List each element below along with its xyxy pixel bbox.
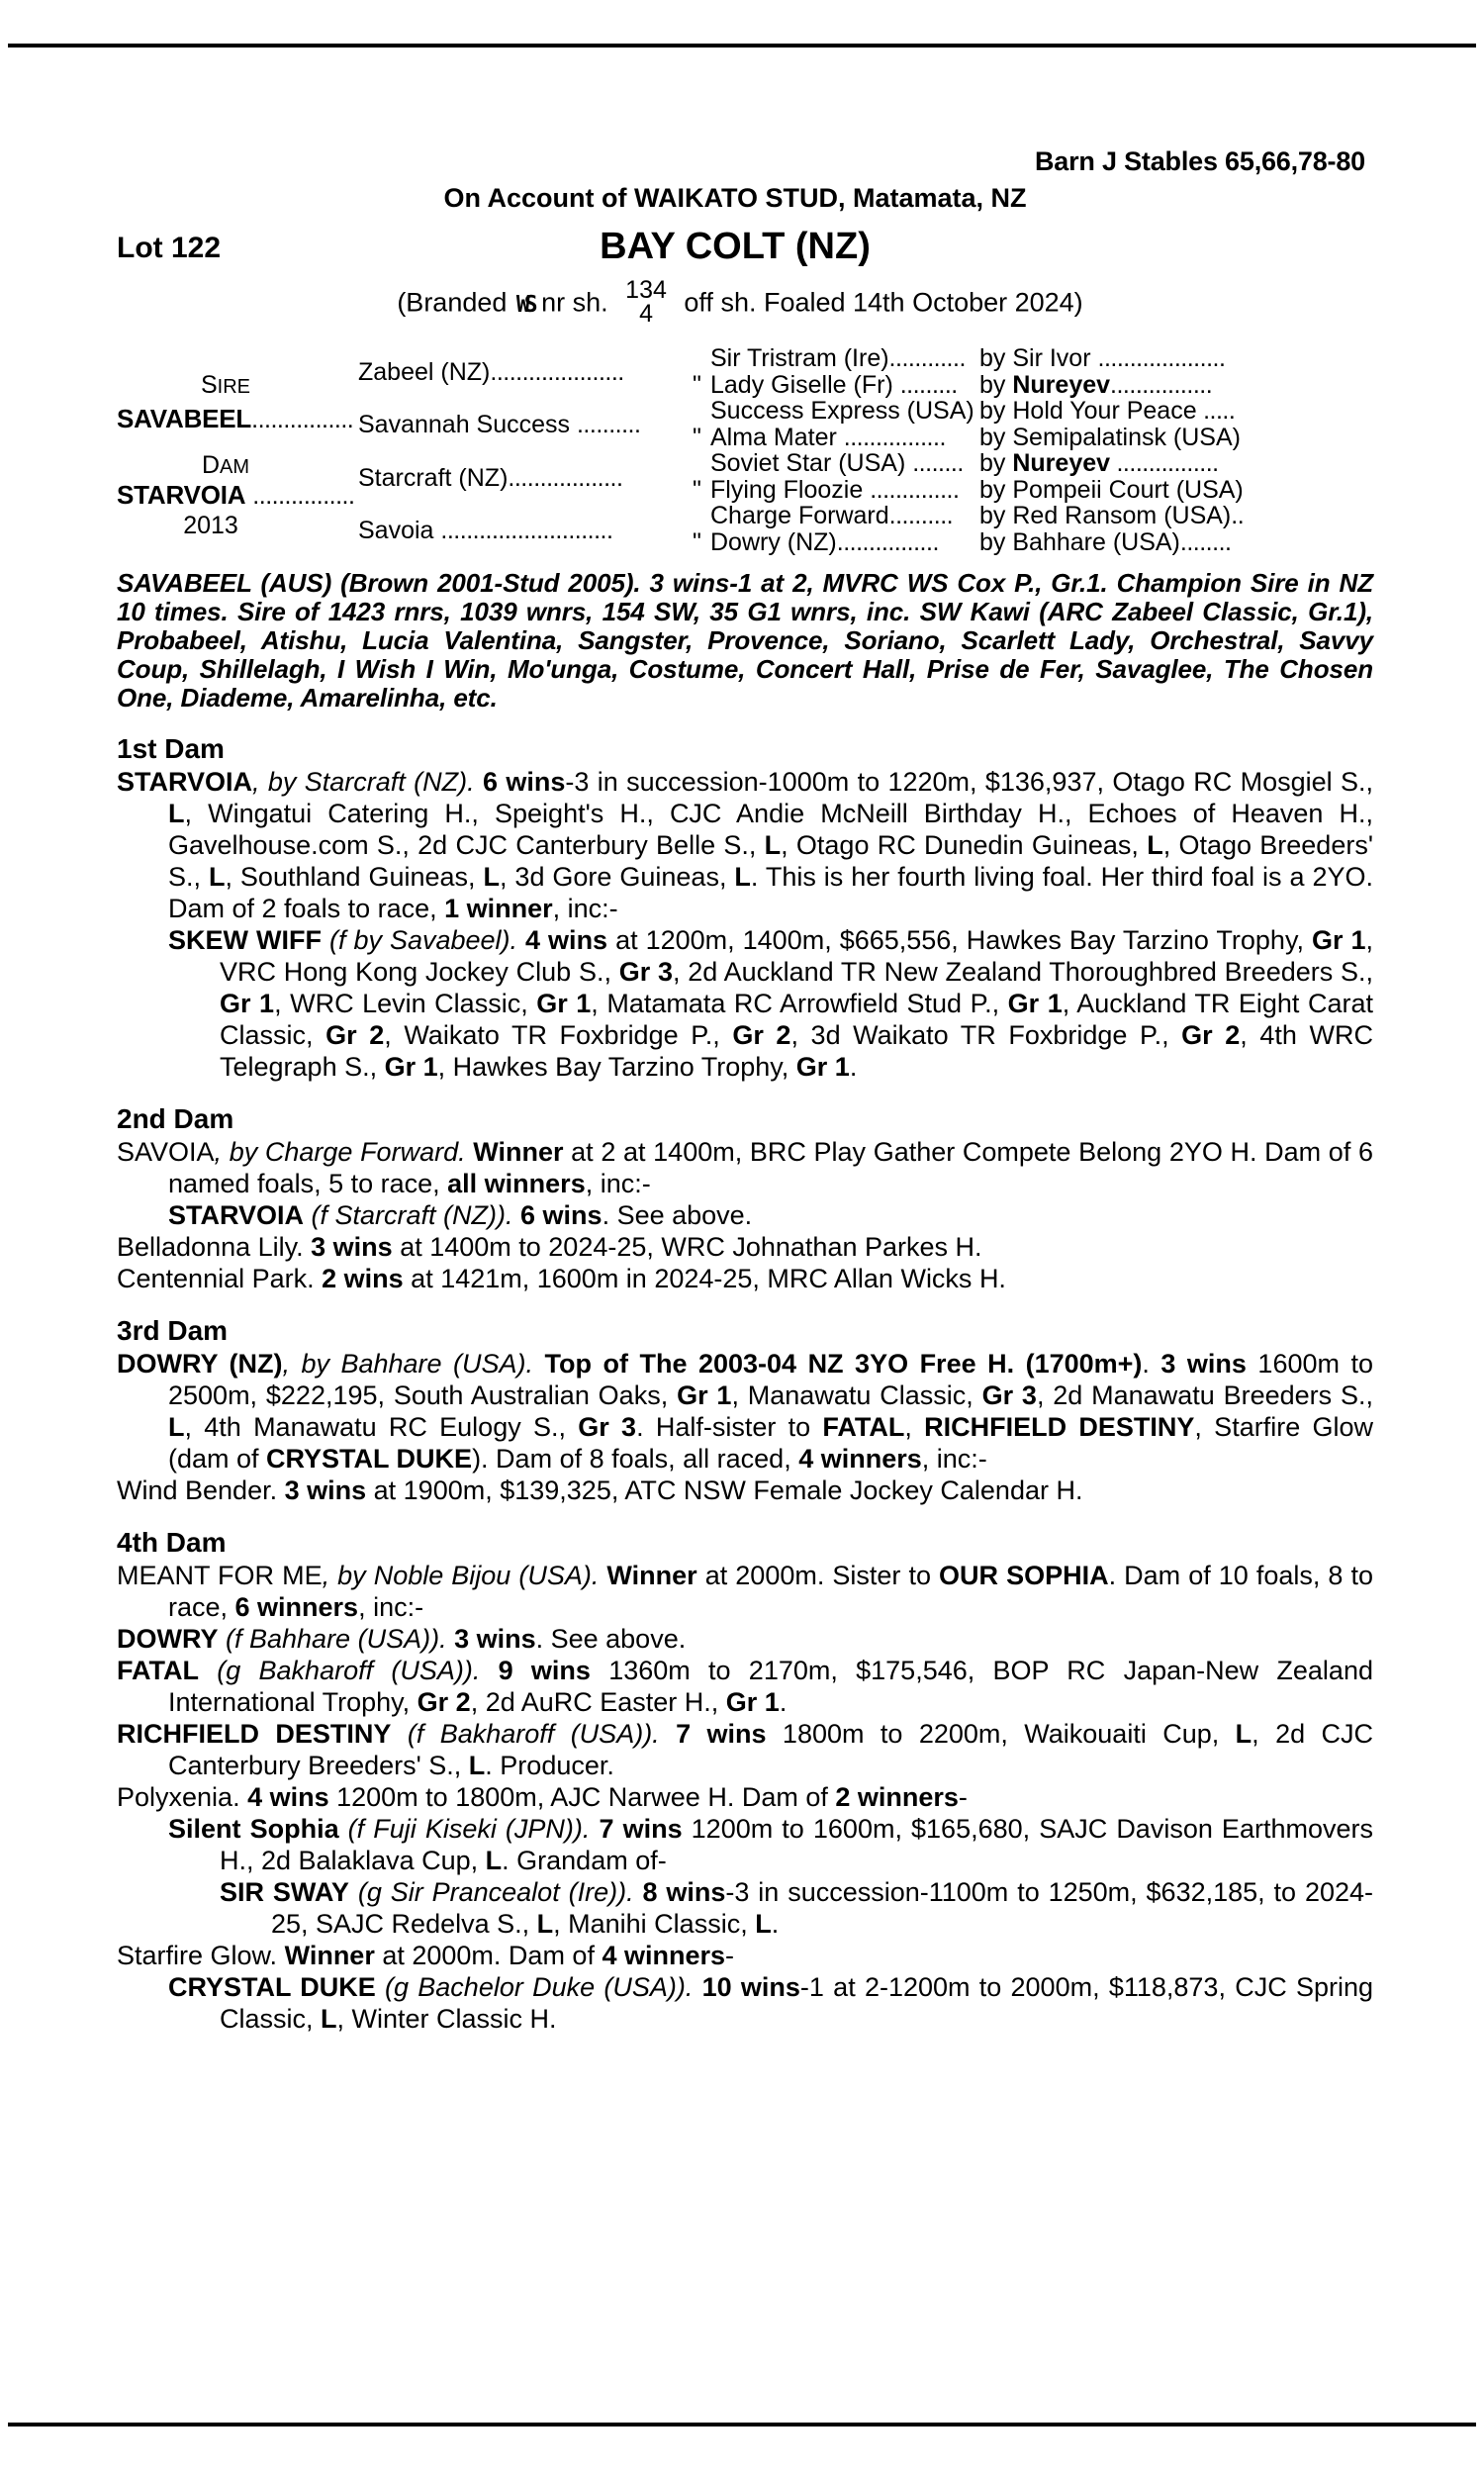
entry-name: CRYSTAL DUKE — [168, 1972, 376, 2002]
gen4-dots-5: ................ — [1110, 449, 1219, 477]
gen4-row-8 — [979, 529, 1375, 556]
entry-name: SIR SWAY — [220, 1877, 349, 1907]
entry-name: DOWRY — [117, 1624, 219, 1654]
gen4-dots-1: .................... — [1097, 344, 1226, 372]
gen2-dots-2: .......... — [576, 411, 641, 438]
entry-body: Winner at 2000m. Dam of 4 winners- — [284, 1941, 734, 1970]
pedigree-column-generation4 — [979, 345, 1375, 555]
gen3-row-3 — [710, 398, 974, 425]
gen4-row-5 — [979, 450, 1375, 477]
pedigree-table — [117, 345, 1373, 555]
sire-label-text: IRE — [217, 376, 251, 398]
pedigree-entry — [117, 1560, 1373, 1623]
gen3-name-2: Lady Giselle (Fr) — [710, 370, 893, 399]
pedigree-entry — [117, 1813, 1373, 1876]
dam-sections — [117, 734, 1373, 2035]
entry-sire-ref: (f Bahhare (USA)). — [218, 1624, 455, 1654]
gen3-dots-6: .............. — [870, 475, 960, 504]
gen4-name-5: Nureyev — [1012, 449, 1111, 477]
brand-mark-icon: WS — [515, 291, 532, 318]
entry-sire-ref: (f by Savabeel). — [321, 925, 526, 955]
entry-name: FATAL — [117, 1656, 199, 1685]
gen4-row-3 — [979, 398, 1375, 425]
entry-body: 8 wins-3 in succession-1100m to 1250m, $632,185, to 2024-25, SAJC Redelva S., L, Manihi Classic, L. — [271, 1877, 1374, 1939]
dam-heading: 2nd Dam — [117, 1103, 234, 1134]
gen4-by-5: by — [979, 449, 1013, 477]
entry-body: 6 wins-3 in succession-1000m to 1220m, $136,937, Otago RC Mosgiel S., L, Wingatui Catering H., Speight's H., CJC Andie McNeill Birthday H., Echoes of Heaven H., Gavelhouse.com S., 2d CJC Canterbury Belle S., L, Otago RC Dunedin Guineas, L, Otago Breeders' S., L, Southland Guineas, L, 3d Gore Guineas, L. This is her fourth living foal. Her third foal is a 2YO. Dam of 2 foals to race, 1 winner, inc:- — [168, 767, 1374, 923]
gen4-name-8: Bahhare (USA) — [1012, 527, 1180, 556]
gen4-by-3: by — [979, 397, 1013, 425]
gen3-dots-7: .......... — [888, 502, 954, 529]
gen4-by-7: by — [979, 502, 1013, 529]
gen4-dots-3: ..... — [1196, 397, 1236, 425]
entry-sire-ref: (f Bakharoff (USA)). — [391, 1719, 677, 1749]
dam-heading: 4th Dam — [117, 1527, 227, 1558]
entry-body: 3 wins. See above. — [454, 1624, 687, 1654]
lot-number: Lot 122 — [117, 232, 222, 264]
gen4-by-1: by — [979, 344, 1013, 372]
gen3-dots-5: ........ — [912, 449, 964, 477]
gen3-ditto-8: " — [693, 527, 701, 556]
entry-name: SKEW WIFF — [168, 925, 322, 955]
gen3-row-1 — [710, 345, 974, 372]
gen3-name-8: Dowry (NZ) — [710, 527, 837, 556]
gen2-dots-1: ..................... — [490, 358, 624, 386]
pedigree-entry — [117, 1623, 1373, 1655]
entry-name: MEANT FOR ME — [117, 1561, 323, 1590]
entry-sire-ref: (f Starcraft (NZ)). — [304, 1200, 521, 1230]
dam-dots: ................ — [252, 482, 355, 510]
gen3-dots-4: ................ — [843, 423, 946, 451]
sire-label: SIRE — [200, 371, 251, 399]
sire-name-row — [117, 399, 374, 452]
pedigree-entry — [117, 1231, 1373, 1263]
brand-number-fraction — [625, 276, 667, 328]
gen4-name-1: Sir Ivor — [1012, 344, 1091, 372]
gen4-dots-7: .. — [1231, 502, 1245, 529]
gen4-name-3: Hold Your Peace — [1012, 397, 1197, 425]
gen3-ditto-2: " — [693, 370, 701, 399]
entry-name: Starfire Glow. — [117, 1941, 278, 1970]
sire-summary-paragraph: SAVABEEL (AUS) (Brown 2001-Stud 2005). 3 wins-1 at 2, MVRC WS Cox P., Gr.1. Champion Sire in NZ 10 times. Sire of 1423 rnrs, 1039 wnrs, 154 SW, 35 G1 wnrs, inc. SW Kawi (ARC Zabeel Classic, Gr.1), Probabeel, Atishu, Lucia Valentina, Sangster, Provence, Soriano, Scarlett Lady, Orchestral, Savvy Coup, Shillelagh, I Wish I Win, Mo'unga, Costume, Concert Hall, Prise de Fer, Savaglee, The Chosen One, Diademe, Amarelinha, etc. — [117, 568, 1373, 713]
entry-sire-ref: (g Sir Prancealot (Ire)). — [348, 1877, 643, 1907]
barn-stables-line: Barn J Stables 65,66,78-80 — [1034, 146, 1365, 176]
entry-body: 3 wins at 1400m to 2024-25, WRC Johnathan Parkes H. — [311, 1232, 982, 1262]
gen2-name-2: Savannah Success — [358, 411, 571, 438]
gen3-dots-8: ................ — [836, 527, 939, 556]
pedigree-entry — [117, 1136, 1373, 1199]
gen4-name-4: Semipalatinsk (USA) — [1012, 423, 1241, 451]
pedigree-entry — [117, 1940, 1373, 1971]
gen4-dots-8: ........ — [1179, 527, 1232, 556]
gen3-name-7: Charge Forward — [710, 502, 889, 529]
entry-body: 4 wins at 1200m, 1400m, $665,556, Hawkes Bay Tarzino Trophy, Gr 1, VRC Hong Kong Jockey Club S., Gr 3, 2d Auckland TR New Zealand Thoroughbred Breeders S., Gr 1, WRC Levin Classic, Gr 1, Matamata RC Arrowfield Stud P., Gr 1, Auckland TR Eight Carat Classic, Gr 2, Waikato TR Foxbridge P., Gr 2, 3d Waikato TR Foxbridge P., Gr 2, 4th WRC Telegraph S., Gr 1, Hawkes Bay Tarzino Trophy, Gr 1. — [220, 925, 1373, 1082]
on-account-of-line: On Account of WAIKATO STUD, Matamata, NZ — [443, 183, 1027, 213]
entry-body: 2 wins at 1421m, 1600m in 2024-25, MRC Allan Wicks H. — [322, 1264, 1006, 1293]
entry-name: SAVOIA — [117, 1137, 215, 1167]
pedigree-entry — [117, 1971, 1373, 2035]
gen3-row-7 — [710, 503, 974, 529]
entry-body: 3 wins at 1900m, $139,325, ATC NSW Female Jockey Calendar H. — [284, 1475, 1083, 1505]
gen2-dots-3: .................. — [508, 464, 623, 492]
dam-heading: 1st Dam — [117, 733, 225, 764]
branded-suffix: off sh. Foaled 14th October 2024) — [684, 287, 1083, 318]
entry-name: Centennial Park. — [117, 1264, 315, 1293]
entry-sire-ref: , by Bahhare (USA). — [282, 1349, 545, 1379]
gen3-name-6: Flying Floozie — [710, 475, 864, 504]
entry-body: 6 wins. See above. — [520, 1200, 753, 1230]
gen4-row-1 — [979, 345, 1375, 372]
gen4-by-8: by — [979, 527, 1013, 556]
pedigree-entry — [117, 766, 1373, 924]
branding-line — [117, 276, 1373, 328]
pedigree-entry — [117, 1348, 1373, 1475]
entry-name: Wind Bender. — [117, 1475, 278, 1505]
entry-body: 4 wins 1200m to 1800m, AJC Narwee H. Dam of 2 winners- — [247, 1782, 968, 1812]
entry-name: Silent Sophia — [168, 1814, 339, 1844]
gen3-name-1: Sir Tristram (Ire) — [710, 344, 889, 372]
pedigree-entry — [117, 1475, 1373, 1506]
gen4-by-4: by — [979, 423, 1013, 451]
entry-name: STARVOIA — [117, 767, 253, 797]
gen2-name-1: Zabeel (NZ) — [358, 358, 491, 386]
dam-year: 2013 — [183, 512, 238, 539]
gen4-row-6 — [979, 477, 1375, 504]
brand-numerator: 134 — [625, 276, 667, 304]
entry-sire-ref: , by Noble Bijou (USA). — [322, 1561, 607, 1590]
gen4-name-2: Nureyev — [1012, 370, 1111, 399]
gen3-name-4: Alma Mater — [710, 423, 837, 451]
dam-year-row — [117, 511, 374, 540]
gen4-by-2: by — [979, 370, 1013, 399]
page-title: BAY COLT (NZ) — [600, 226, 871, 267]
gen4-name-7: Red Ransom (USA) — [1012, 502, 1232, 529]
entry-body: 9 wins 1360m to 2170m, $175,546, BOP RC Japan-New Zealand International Trophy, Gr 2, 2d AuRC Easter H., Gr 1. — [168, 1656, 1373, 1717]
gen3-row-6 — [693, 475, 974, 504]
entry-body: 7 wins 1200m to 1600m, $165,680, SAJC Davison Earthmovers H., 2d Balaklava Cup, L. Grandam of- — [220, 1814, 1373, 1875]
entry-sire-ref: (g Bakharoff (USA)). — [198, 1656, 499, 1685]
entry-name: DOWRY (NZ) — [117, 1349, 283, 1379]
entry-sire-ref: (g Bachelor Duke (USA)). — [375, 1972, 702, 2002]
gen2-row-1 — [358, 359, 685, 412]
pedigree-entry — [117, 1199, 1373, 1231]
entry-name: Polyxenia. — [117, 1782, 240, 1812]
pedigree-entry — [117, 1781, 1373, 1813]
gen3-row-4 — [693, 423, 974, 451]
branded-prefix: (Branded — [397, 287, 508, 318]
entry-body: Top of The 2003-04 NZ 3YO Free H. (1700m+). 3 wins 1600m to 2500m, $222,195, South Australian Oaks, Gr 1, Manawatu Classic, Gr 3, 2d Manawatu Breeders S., L, 4th Manawatu RC Eulogy S., Gr 3. Half-sister to FATAL, RICHFIELD DESTINY, Starfire Glow (dam of CRYSTAL DUKE). Dam of 8 foals, all raced, 4 winners, inc:- — [168, 1349, 1373, 1474]
entry-body: Winner at 2 at 1400m, BRC Play Gather Compete Belong 2YO H. Dam of 6 named foals, 5 to race, all winners, inc:- — [168, 1137, 1373, 1198]
brand-denominator: 4 — [639, 299, 653, 328]
pedigree-entry — [117, 924, 1373, 1083]
gen3-dots-1: ............ — [888, 344, 966, 372]
gen4-row-4 — [979, 425, 1375, 451]
gen3-row-8 — [693, 527, 974, 556]
pedigree-entry — [117, 1876, 1373, 1940]
dam-name-row — [117, 479, 374, 511]
page-content — [117, 148, 1373, 2035]
entry-body: 7 wins 1800m to 2200m, Waikouaiti Cup, L, 2d CJC Canterbury Breeders' S., L. Producer. — [168, 1719, 1374, 1780]
gen2-row-3 — [358, 465, 685, 518]
entry-sire-ref: , by Starcraft (NZ). — [252, 767, 483, 797]
pedigree-entry — [117, 1718, 1373, 1781]
entry-name: RICHFIELD DESTINY — [117, 1719, 392, 1749]
gen2-name-4: Savoia — [358, 517, 434, 544]
dam-heading: 3rd Dam — [117, 1315, 229, 1346]
dam-label: DAM — [201, 451, 250, 479]
pedigree-entry — [117, 1655, 1373, 1718]
gen4-row-2 — [979, 372, 1375, 399]
entry-name: STARVOIA — [168, 1200, 305, 1230]
sire-dots: ................ — [251, 406, 354, 433]
dam-label-row — [117, 452, 374, 479]
branded-mid: nr sh. — [541, 287, 608, 318]
gen2-row-2 — [358, 412, 685, 465]
pedigree-column-generation2 — [358, 345, 685, 570]
pedigree-column-generation1 — [117, 345, 374, 540]
dam-label-text: AM — [220, 456, 250, 478]
gen2-name-3: Starcraft (NZ) — [358, 464, 509, 492]
gen3-ditto-4: " — [693, 423, 701, 451]
entry-sire-ref: , by Charge Forward. — [214, 1137, 474, 1167]
gen3-row-5 — [710, 450, 974, 477]
sire-label-row — [117, 372, 374, 399]
gen4-name-6: Pompeii Court (USA) — [1012, 475, 1244, 504]
entry-sire-ref: (f Fuji Kiseki (JPN)). — [338, 1814, 600, 1844]
gen2-dots-4: ........................... — [440, 517, 613, 544]
gen4-dots-2: ................ — [1110, 370, 1213, 399]
entry-body: 10 wins-1 at 2-1200m to 2000m, $118,873, CJC Spring Classic, L, Winter Classic H. — [220, 1972, 1373, 2034]
pedigree-column-generation3 — [693, 344, 974, 556]
entry-body: Winner at 2000m. Sister to OUR SOPHIA. Dam of 10 foals, 8 to race, 6 winners, inc:- — [168, 1561, 1373, 1622]
bottom-divider-rule — [8, 2423, 1476, 2426]
sire-name: SAVABEEL — [117, 404, 252, 433]
gen3-ditto-6: " — [693, 475, 701, 504]
top-divider-rule — [8, 44, 1476, 48]
gen3-name-5: Soviet Star (USA) — [710, 449, 906, 477]
gen3-dots-2: ......... — [899, 370, 958, 399]
gen3-name-3: Success Express (USA) — [710, 397, 974, 425]
gen2-row-4 — [358, 518, 685, 570]
dam-name: STARVOIA — [117, 480, 246, 510]
entry-name: Belladonna Lily. — [117, 1232, 304, 1262]
gen4-row-7 — [979, 503, 1375, 529]
gen4-by-6: by — [979, 475, 1013, 504]
lot-title-row — [117, 226, 1373, 273]
gen3-row-2 — [693, 370, 974, 399]
pedigree-entry — [117, 1263, 1373, 1294]
